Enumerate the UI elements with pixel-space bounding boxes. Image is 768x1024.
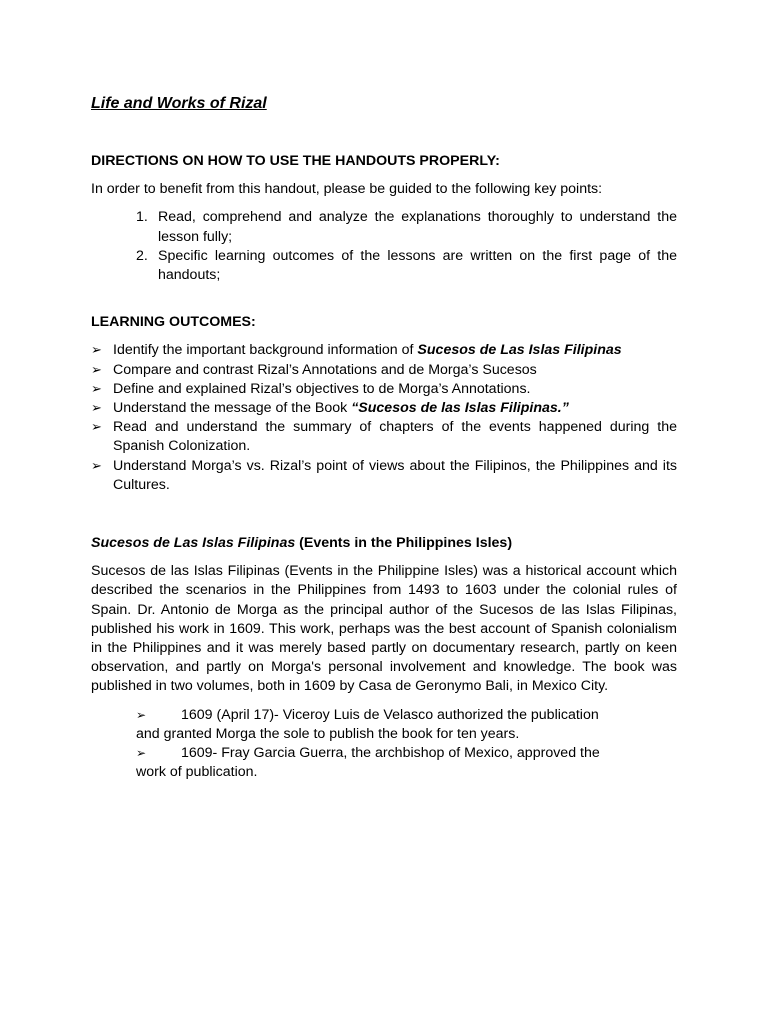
arrow-bullet-icon: ➢ <box>136 746 147 761</box>
list-item-text: Read and understand the summary of chapters of the events happened during the Spanish Colonization. <box>113 419 677 455</box>
list-number: 2. <box>136 247 148 264</box>
timeline-text: 1609 (April 17)- Viceroy Luis de Velasco authorized the publication <box>181 706 599 723</box>
outcomes-heading: LEARNING OUTCOMES: <box>91 314 256 331</box>
timeline-first-line <box>91 744 677 763</box>
list-number: 1. <box>136 209 148 226</box>
sucesos-heading <box>91 534 677 553</box>
list-item <box>91 208 677 246</box>
outcomes-list <box>91 341 677 495</box>
directions-heading: DIRECTIONS ON HOW TO USE THE HANDOUTS PROPERLY: <box>91 153 500 169</box>
sucesos-heading-bold: (Events in the Philippines Isles) <box>295 535 513 552</box>
list-item <box>91 457 677 495</box>
book-title-emphasis: “Sucesos de las Islas Filipinas.” <box>351 400 569 417</box>
directions-intro: In order to benefit from this handout, please be guided to the following key points: <box>91 181 603 198</box>
list-item <box>91 380 677 399</box>
list-item-text: Compare and contrast Rizal’s Annotations and de Morga’s Sucesos <box>113 361 537 378</box>
arrow-bullet-icon: ➢ <box>91 420 102 436</box>
timeline-continuation: and granted Morga the sole to publish the book for ten years. <box>136 725 520 742</box>
sucesos-paragraph: Sucesos de las Islas Filipinas (Events in the Philippine Isles) was a historical account which described the scenarios in the Philippines from 1493 to 1603 under the colonial rules of Spain. Dr. Antonio de Morga as the principal author of the Sucesos de las Islas Filipinas, published his work in 1609. This work, perhaps was the best account of Spanish colonialism in the Philippines and it was merely based partly on documentary research, partly on keen observation, and partly on Morga's personal involvement and knowledge. The book was published in two volumes, both in 1609 by Casa de Geronymo Bali, in Mexico City. <box>91 563 677 695</box>
list-item <box>91 361 677 380</box>
sucesos-heading-italic: Sucesos de Las Islas Filipinas <box>91 535 296 552</box>
list-item-text: Read, comprehend and analyze the explanations thoroughly to understand the lesson fully; <box>158 209 677 245</box>
list-item-text: Understand Morga’s vs. Rizal’s point of views about the Filipinos, the Philippines and its Cultures. <box>113 457 677 493</box>
list-item-text: Identify the important background information of <box>113 342 418 359</box>
list-item-text: Define and explained Rizal’s objectives to de Morga’s Annotations. <box>113 380 531 397</box>
list-item-text: Understand the message of the Book <box>113 400 352 417</box>
list-item <box>91 418 677 456</box>
list-item <box>91 706 677 744</box>
list-item <box>91 399 677 418</box>
book-title-emphasis: Sucesos de Las Islas Filipinas <box>417 342 622 359</box>
arrow-bullet-icon: ➢ <box>91 362 102 378</box>
timeline-list <box>91 706 677 783</box>
timeline-first-line <box>91 706 677 725</box>
arrow-bullet-icon: ➢ <box>91 381 102 397</box>
timeline-continuation: work of publication. <box>136 764 258 781</box>
list-item <box>91 247 677 285</box>
list-item <box>91 341 677 360</box>
arrow-bullet-icon: ➢ <box>91 401 102 417</box>
arrow-bullet-icon: ➢ <box>91 458 102 474</box>
timeline-text: 1609- Fray Garcia Guerra, the archbishop of Mexico, approved the <box>181 745 600 762</box>
handout-page <box>91 93 677 782</box>
list-item <box>91 744 677 782</box>
arrow-bullet-icon: ➢ <box>136 707 147 722</box>
arrow-bullet-icon: ➢ <box>91 343 102 359</box>
list-item-text: Specific learning outcomes of the lessons are written on the first page of the handouts; <box>158 247 677 284</box>
document-title: Life and Works of Rizal <box>91 95 267 112</box>
directions-list <box>91 208 677 285</box>
